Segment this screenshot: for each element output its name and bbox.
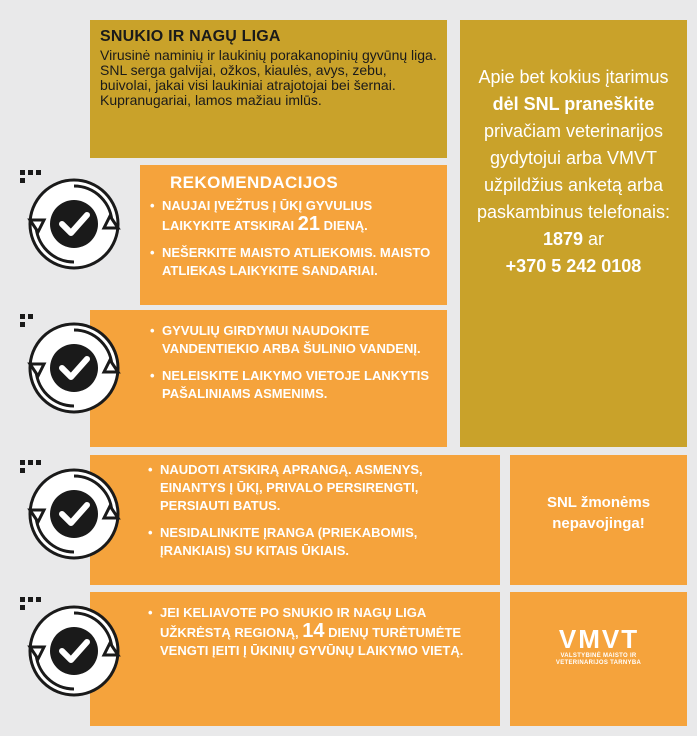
recommendation-item: • NAUDOTI ATSKIRĄ APRANGĄ. ASMENYS, EINANTYS Į ŪKĮ, PRIVALO PERSIRENGTI, PERSIAUTI BATUS. xyxy=(148,461,490,515)
check-cycle-icon xyxy=(18,170,128,280)
recommendation-item: • NELEISKITE LAIKYMO VIETOJE LANKYTIS PAŠALINIAMS ASMENIMS. xyxy=(150,367,437,403)
vmvt-logo-panel xyxy=(510,592,687,726)
recommendations-title: REKOMENDACIJOS xyxy=(170,173,339,192)
rec-text: DIENĄ. xyxy=(323,218,368,233)
rec-text: DIENŲ TURĖTUMĖTE VENGTI ĮEITI Į ŪKINIŲ GYVŪNŲ LAIKYMO VIETĄ. xyxy=(160,625,464,658)
check-cycle-icon xyxy=(18,314,128,424)
logo-wordmark: VMVT xyxy=(558,625,639,653)
recommendation-block-4 xyxy=(90,592,500,726)
rec-days-14: 14 xyxy=(302,620,325,642)
phone-1879: 1879 xyxy=(542,229,583,249)
disease-description: Virusinė naminių ir laukinių porakanopinių gyvūnų liga. SNL serga galvijai, ožkos, kiaulės, avys, zebu, buivolai, jakai visi laukiniai atrajotojai bei šernai. Kupranugariai, lamos mažiau imlūs. xyxy=(100,47,437,108)
recommendation-item: • NESIDALINKITE ĮRANGA (PRIEKABOMIS, ĮRANKIAIS) SU KITAIS ŪKIAIS. xyxy=(148,524,490,560)
report-text-2: dėl SNL praneškite xyxy=(492,94,655,114)
recommendation-item: • GYVULIŲ GIRDYMUI NAUDOKITE VANDENTIEKIO ARBA ŠULINIO VANDENĮ. xyxy=(150,322,437,358)
recommendation-block-3 xyxy=(90,455,500,585)
vmvt-logo xyxy=(544,625,654,653)
safe-text: SNL žmonėms nepavojinga! xyxy=(546,494,651,532)
safe-for-humans-note xyxy=(510,455,687,585)
check-cycle-icon xyxy=(18,460,128,570)
disease-title: SNUKIO IR NAGŲ LIGA xyxy=(100,28,281,45)
rec-days-21: 21 xyxy=(297,213,321,235)
rec-text: JEI KELIAVOTE PO SNUKIO IR NAGŲ LIGA UŽKRĖSTĄ REGIONĄ, xyxy=(160,605,426,640)
report-text-1: Apie bet kokius įtarimus xyxy=(478,67,669,87)
report-text-3: privačiam veterinarijos gydytojui arba VMVT užpildžius anketą arba paskambinus telefonais: xyxy=(476,121,671,222)
logo-subtitle-1: VALSTYBINĖ MAISTO IR xyxy=(560,653,637,659)
recommendation-item xyxy=(150,197,437,235)
logo-subtitle-2: VETERINARIJOS TARNYBA xyxy=(555,660,642,666)
intro-panel xyxy=(90,20,447,158)
recommendation-block-2 xyxy=(90,310,447,447)
recommendation-item xyxy=(148,604,490,660)
phone-separator: ar xyxy=(588,229,605,249)
recommendation-item: • NEŠERKITE MAISTO ATLIEKOMIS. MAISTO ATLIEKAS LAIKYKITE SANDARIAI. xyxy=(150,244,437,280)
rec-text: NAUJAI ĮVEŽTUS Į ŪKĮ GYVULIUS LAIKYKITE ATSKIRAI xyxy=(162,198,373,233)
check-cycle-icon xyxy=(18,597,128,707)
recommendation-block-1 xyxy=(140,165,447,305)
phone-main: +370 5 242 0108 xyxy=(505,256,642,276)
report-panel xyxy=(460,20,687,447)
